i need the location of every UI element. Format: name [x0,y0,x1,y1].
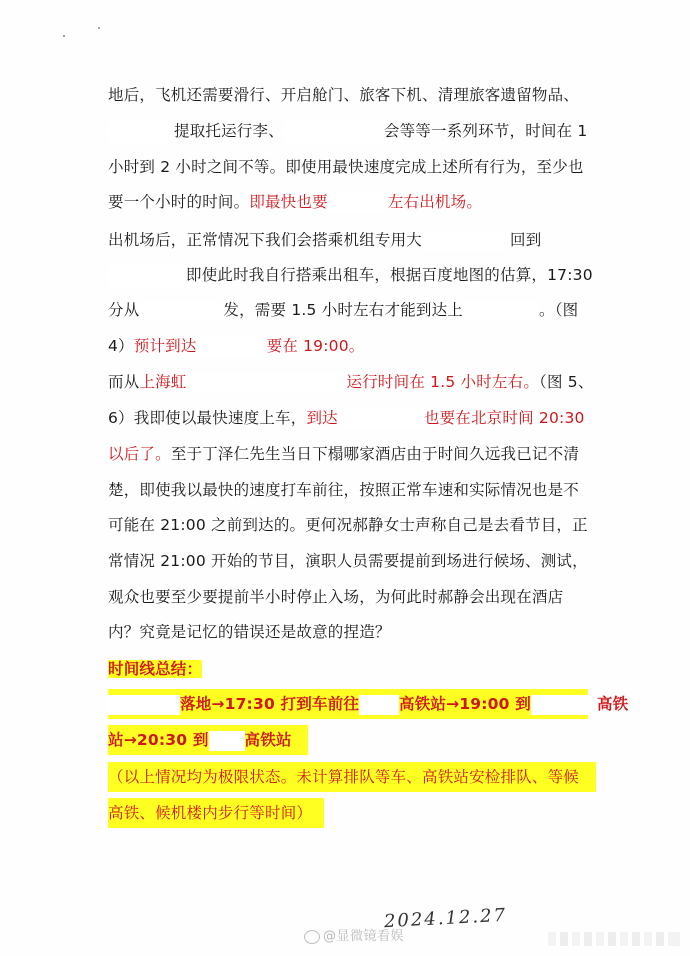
text-line: 以后了。至于丁泽仁先生当日下榻哪家酒店由于时间久远我已记不清 [108,445,580,463]
text-line: 出机场后，正常情况下我们会搭乘机组专用大 回到 [108,231,542,249]
text-line: 而从上海虹 运行时间在 1.5 小时左右。（图 5、 [108,373,594,391]
redaction [108,122,174,142]
text-line: 提取托运行李、 会等等一系列环节，时间在 1 [108,120,608,142]
text-line: 即使此时我自行搭乘出租车，根据百度地图的估算，17:30 [108,264,608,286]
text-line: 4）预计到达 要在 19:00。 [108,337,365,355]
summary-line: 落地→17:30 打到车前往 高铁站→19:00 到 高铁 [108,693,608,715]
text-line: 6）我即使以最快速度上车，到达 也要在北京时间 20:30 [108,409,585,427]
scan-speck [98,27,100,29]
redaction [209,731,245,751]
text-line: 地后，飞机还需要滑行、开启舱门、旅客下机、清理旅客遗留物品、 [108,86,580,104]
summary-line: 站→20:30 到 高铁站 [108,731,292,749]
text-line: 可能在 21:00 之前到达的。更何况郝静女士声称自己是去看节目，正 [108,516,588,534]
redaction [108,266,186,286]
redaction [284,122,384,142]
redaction [197,337,267,357]
text-line: 观众也要至少要提前半小时停止入场，为何此时郝静会出现在酒店 [108,588,564,606]
handwritten-date: 2024.12.27 [383,904,508,933]
redaction [463,301,539,321]
summary-line: 高铁、候机楼内步行等时间） [108,804,313,822]
scan-artifact-strip [548,932,680,946]
redaction [187,373,347,393]
redaction [422,231,510,251]
redaction [531,695,597,715]
summary-line: （以上情况均为极限状态。未计算排队等车、高铁站安检排队、等候 [108,768,580,786]
text-line: 要一个小时的时间。即最快也要 左右出机场。 [108,193,483,211]
text-line: 小时到 2 小时之间不等。即使用最快速度完成上述所有行为，至少也 [108,158,584,176]
text-line: 内？究竟是记忆的错误还是故意的捏造？ [108,623,391,641]
text-line: 分从 发，需要 1.5 小时左右才能到达上 。（图 [108,301,579,319]
redaction [108,695,180,715]
redaction [328,193,388,213]
redaction [359,695,399,715]
scan-speck [63,35,65,37]
weibo-logo-icon [304,930,320,944]
summary-title: 时间线总结： [108,660,203,678]
watermark: @显微镜看娱 [304,925,404,944]
redaction [139,301,223,321]
text-line: 楚，即使我以最快的速度打车前往，按照正常车速和实际情况也是不 [108,481,580,499]
redaction [338,409,424,429]
text-line: 常情况 21:00 开始的节目，演职人员需要提前到场进行候场、测试， [108,552,588,570]
